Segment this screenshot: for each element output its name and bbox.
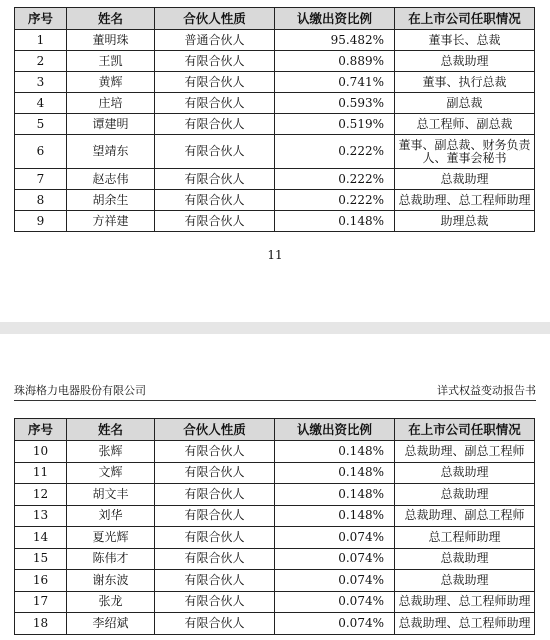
cell-name: 王凯 <box>67 51 155 72</box>
partner-table-1 <box>14 7 535 232</box>
cell-partner-type: 有限合伙人 <box>155 505 275 527</box>
cell-index: 16 <box>15 570 67 592</box>
cell-position: 董事、执行总裁 <box>395 72 535 93</box>
cell-ratio: 0.889% <box>275 51 395 72</box>
cell-name: 张辉 <box>67 441 155 463</box>
cell-index: 2 <box>15 51 67 72</box>
cell-partner-type: 有限合伙人 <box>155 169 275 190</box>
cell-position: 总裁助理 <box>395 462 535 484</box>
cell-partner-type: 有限合伙人 <box>155 591 275 613</box>
cell-position: 总裁助理 <box>395 51 535 72</box>
cell-ratio: 95.482% <box>275 30 395 51</box>
table-row <box>15 527 535 549</box>
cell-position: 总工程师、副总裁 <box>395 114 535 135</box>
cell-ratio: 0.148% <box>275 505 395 527</box>
header-contribution-ratio: 认缴出资比例 <box>275 8 395 30</box>
cell-name: 谭建明 <box>67 114 155 135</box>
cell-ratio: 0.148% <box>275 211 395 232</box>
cell-ratio: 0.074% <box>275 570 395 592</box>
document-page-2 <box>0 334 550 640</box>
partner-table-2 <box>14 418 535 635</box>
table-row <box>15 548 535 570</box>
cell-position: 总裁助理 <box>395 484 535 506</box>
table-row <box>15 51 535 72</box>
table-row <box>15 613 535 635</box>
cell-name: 胡余生 <box>67 190 155 211</box>
header-index: 序号 <box>15 419 67 441</box>
cell-partner-type: 有限合伙人 <box>155 527 275 549</box>
cell-index: 14 <box>15 527 67 549</box>
cell-index: 6 <box>15 135 67 169</box>
cell-partner-type: 有限合伙人 <box>155 93 275 114</box>
cell-index: 13 <box>15 505 67 527</box>
cell-partner-type: 有限合伙人 <box>155 135 275 169</box>
cell-position: 总裁助理 <box>395 570 535 592</box>
cell-index: 8 <box>15 190 67 211</box>
page-number: 11 <box>267 248 283 262</box>
cell-partner-type: 普通合伙人 <box>155 30 275 51</box>
cell-name: 张龙 <box>67 591 155 613</box>
table-row <box>15 72 535 93</box>
cell-partner-type: 有限合伙人 <box>155 211 275 232</box>
table-row <box>15 211 535 232</box>
cell-partner-type: 有限合伙人 <box>155 548 275 570</box>
cell-ratio: 0.074% <box>275 548 395 570</box>
cell-partner-type: 有限合伙人 <box>155 190 275 211</box>
page-separator <box>0 322 550 334</box>
header-position: 在上市公司任职情况 <box>395 8 535 30</box>
cell-index: 4 <box>15 93 67 114</box>
cell-partner-type: 有限合伙人 <box>155 114 275 135</box>
cell-ratio: 0.148% <box>275 484 395 506</box>
cell-position: 总裁助理、总工程师助理 <box>395 613 535 635</box>
company-name-header: 珠海格力电器股份有限公司 <box>14 384 146 397</box>
cell-name: 李绍斌 <box>67 613 155 635</box>
cell-position: 助理总裁 <box>395 211 535 232</box>
cell-name: 董明珠 <box>67 30 155 51</box>
cell-partner-type: 有限合伙人 <box>155 441 275 463</box>
header-contribution-ratio: 认缴出资比例 <box>275 419 395 441</box>
cell-ratio: 0.148% <box>275 441 395 463</box>
cell-name: 刘华 <box>67 505 155 527</box>
table-row <box>15 190 535 211</box>
header-partner-type: 合伙人性质 <box>155 8 275 30</box>
header-position: 在上市公司任职情况 <box>395 419 535 441</box>
cell-name: 望靖东 <box>67 135 155 169</box>
cell-partner-type: 有限合伙人 <box>155 462 275 484</box>
cell-name: 夏光辉 <box>67 527 155 549</box>
cell-position: 总裁助理、总工程师助理 <box>395 591 535 613</box>
document-title-header: 详式权益变动报告书 <box>437 384 536 397</box>
cell-ratio: 0.074% <box>275 591 395 613</box>
cell-partner-type: 有限合伙人 <box>155 613 275 635</box>
cell-index: 9 <box>15 211 67 232</box>
table-row <box>15 135 535 169</box>
cell-name: 方祥建 <box>67 211 155 232</box>
header-rule <box>14 400 536 401</box>
cell-name: 胡文丰 <box>67 484 155 506</box>
table-row <box>15 169 535 190</box>
cell-position: 总裁助理、副总工程师 <box>395 441 535 463</box>
header-partner-type: 合伙人性质 <box>155 419 275 441</box>
cell-name: 谢东波 <box>67 570 155 592</box>
cell-position: 副总裁 <box>395 93 535 114</box>
cell-name: 庄培 <box>67 93 155 114</box>
cell-ratio: 0.074% <box>275 613 395 635</box>
table-row <box>15 484 535 506</box>
cell-ratio: 0.222% <box>275 169 395 190</box>
cell-index: 7 <box>15 169 67 190</box>
cell-position: 董事、副总裁、财务负责人、董事会秘书 <box>395 135 535 169</box>
cell-index: 17 <box>15 591 67 613</box>
cell-index: 5 <box>15 114 67 135</box>
header-name: 姓名 <box>67 8 155 30</box>
cell-position: 董事长、总裁 <box>395 30 535 51</box>
cell-position: 总工程师助理 <box>395 527 535 549</box>
cell-index: 3 <box>15 72 67 93</box>
cell-position: 总裁助理 <box>395 169 535 190</box>
table-row <box>15 93 535 114</box>
cell-partner-type: 有限合伙人 <box>155 72 275 93</box>
cell-position: 总裁助理、总工程师助理 <box>395 190 535 211</box>
cell-ratio: 0.222% <box>275 135 395 169</box>
header-index: 序号 <box>15 8 67 30</box>
table-row <box>15 591 535 613</box>
cell-partner-type: 有限合伙人 <box>155 484 275 506</box>
cell-ratio: 0.222% <box>275 190 395 211</box>
cell-name: 陈伟才 <box>67 548 155 570</box>
cell-partner-type: 有限合伙人 <box>155 570 275 592</box>
table-header-row <box>15 419 535 441</box>
cell-name: 文辉 <box>67 462 155 484</box>
cell-ratio: 0.148% <box>275 462 395 484</box>
cell-index: 12 <box>15 484 67 506</box>
table-row <box>15 30 535 51</box>
cell-ratio: 0.074% <box>275 527 395 549</box>
cell-ratio: 0.741% <box>275 72 395 93</box>
header-name: 姓名 <box>67 419 155 441</box>
cell-index: 1 <box>15 30 67 51</box>
table-row <box>15 570 535 592</box>
cell-index: 18 <box>15 613 67 635</box>
cell-index: 11 <box>15 462 67 484</box>
table-row <box>15 114 535 135</box>
table-row <box>15 462 535 484</box>
cell-ratio: 0.519% <box>275 114 395 135</box>
cell-ratio: 0.593% <box>275 93 395 114</box>
cell-index: 15 <box>15 548 67 570</box>
cell-partner-type: 有限合伙人 <box>155 51 275 72</box>
cell-position: 总裁助理 <box>395 548 535 570</box>
cell-index: 10 <box>15 441 67 463</box>
table-row <box>15 441 535 463</box>
cell-position: 总裁助理、副总工程师 <box>395 505 535 527</box>
table-row <box>15 505 535 527</box>
cell-name: 黄辉 <box>67 72 155 93</box>
table-header-row <box>15 8 535 30</box>
cell-name: 赵志伟 <box>67 169 155 190</box>
